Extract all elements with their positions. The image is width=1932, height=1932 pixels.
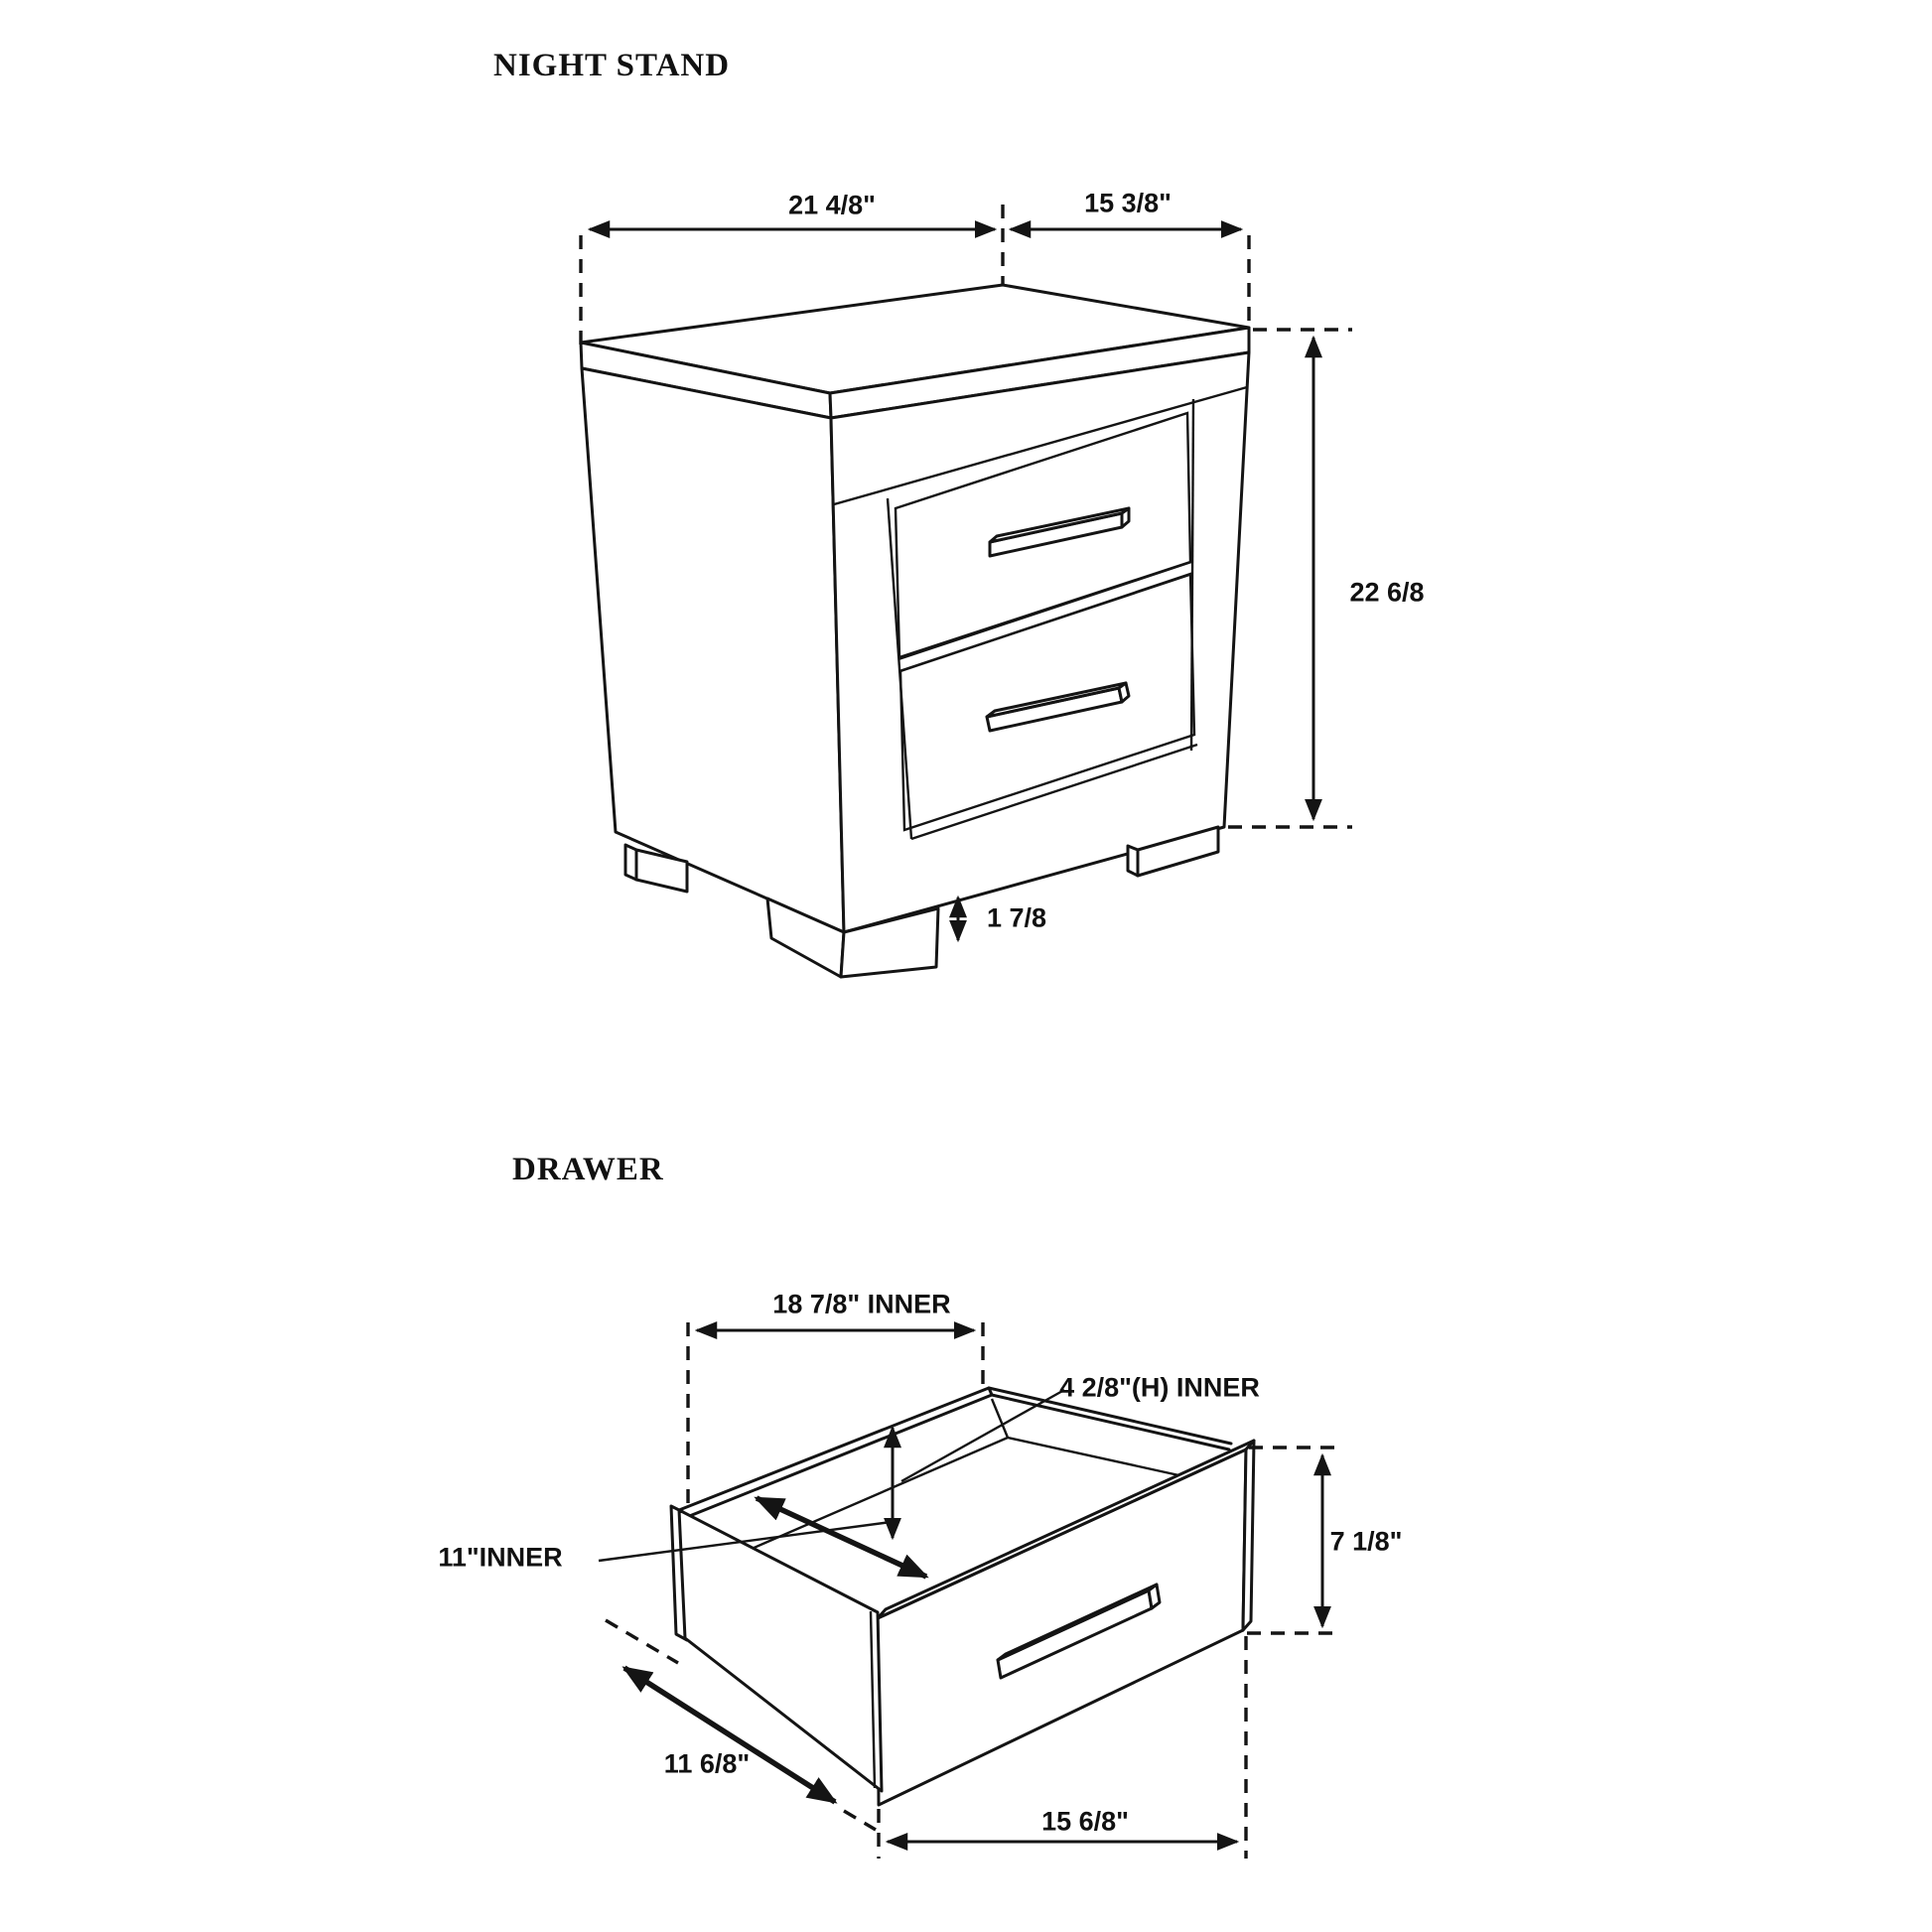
drawer-front-panel [878,1441,1254,1805]
dim-label-inner-height: 4 2/8"(H) INNER [1059,1372,1260,1403]
dim-label-top-width: 21 4/8" [788,190,876,220]
nightstand-left-face [582,368,844,932]
dim-label-leg-height: 1 7/8 [986,902,1047,933]
nightstand-drawing [581,205,1352,977]
dim-label-side-depth: 11 6/8" [663,1748,751,1779]
dim-label-inner-depth: 11"INNER [438,1542,563,1573]
drawer-title: DRAWER [512,1152,664,1187]
dim-label-height: 22 6/8 [1349,577,1425,608]
night-stand-title: NIGHT STAND [493,48,731,83]
dim-label-front-height: 7 1/8" [1329,1526,1403,1557]
dim-label-inner-width: 18 7/8" INNER [772,1289,951,1319]
dim-label-top-depth: 15 3/8" [1084,188,1172,218]
dim-label-front-width: 15 6/8" [1041,1806,1129,1837]
